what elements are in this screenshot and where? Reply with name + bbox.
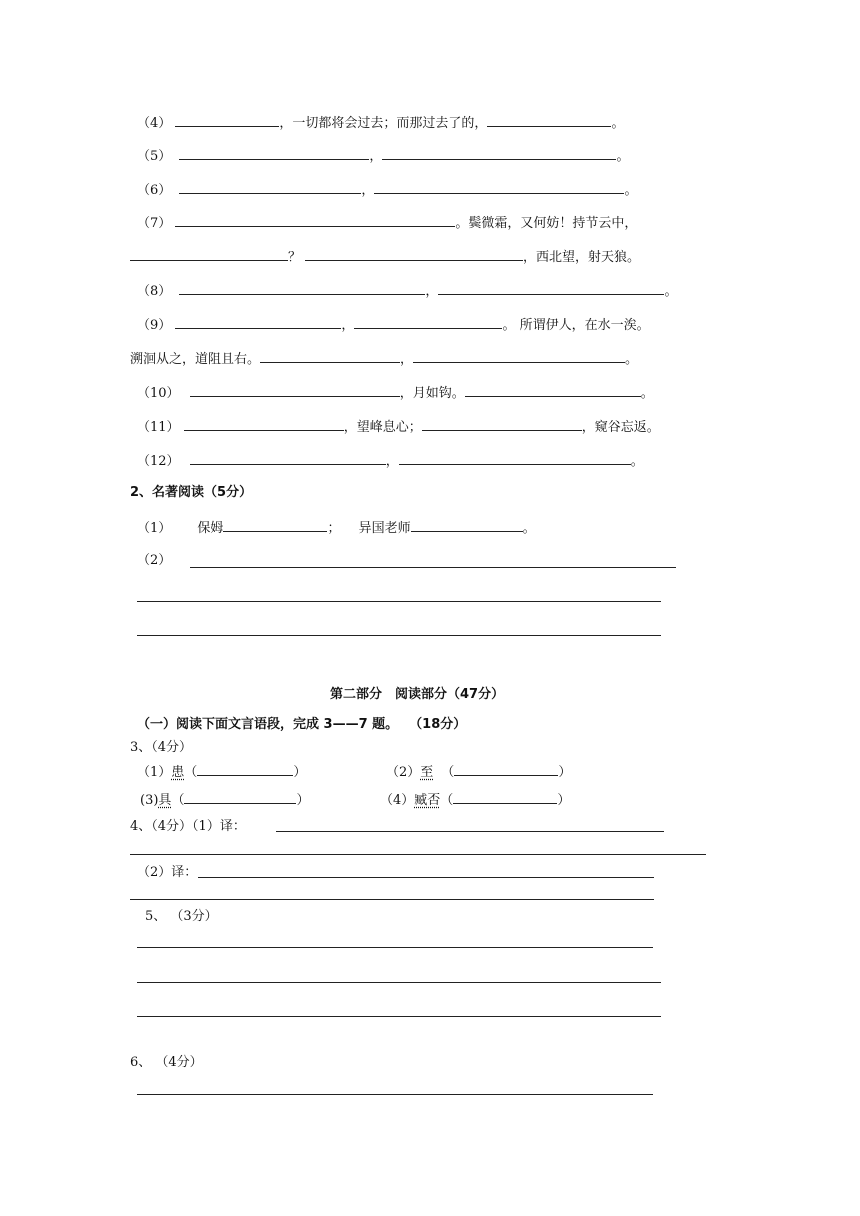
answer-blank[interactable] <box>184 417 344 431</box>
answer-blank[interactable] <box>399 451 631 465</box>
punctuation: ， <box>425 284 439 299</box>
question-6-row <box>137 180 637 200</box>
punctuation: ？ <box>288 250 302 265</box>
answer-blank[interactable] <box>190 383 400 397</box>
paren: （ <box>171 793 185 808</box>
answer-line[interactable] <box>190 567 676 568</box>
poem-text: ，一切都将会过去；而那过去了的， <box>279 116 488 131</box>
item-number: （1） <box>137 765 172 780</box>
question-9-row <box>137 315 650 335</box>
punctuation: 。 <box>624 183 638 198</box>
question-number: （11） <box>137 420 180 435</box>
question-4-row <box>137 113 624 133</box>
paren: ） <box>293 765 307 780</box>
question-8-row <box>137 281 677 301</box>
word-item-3 <box>140 790 309 810</box>
target-word: 至 <box>420 765 434 780</box>
answer-blank[interactable] <box>411 518 523 532</box>
question-number: （5） <box>137 149 172 164</box>
question-9-row-2 <box>130 349 638 369</box>
punctuation: ， <box>361 183 375 198</box>
answer-line[interactable] <box>276 831 664 832</box>
paren: （ <box>441 765 455 780</box>
answer-blank[interactable] <box>175 113 279 127</box>
poem-text: ，窥谷忘返。 <box>581 420 660 435</box>
answer-line[interactable] <box>137 601 661 602</box>
poem-text: ，月如钩。 <box>399 386 465 401</box>
question-7-row-2 <box>130 247 640 267</box>
paren: ） <box>558 765 572 780</box>
target-word: 患 <box>171 765 185 780</box>
question-5-row <box>137 146 629 166</box>
answer-line[interactable] <box>137 1094 653 1095</box>
answer-blank[interactable] <box>413 349 625 363</box>
answer-blank[interactable] <box>197 762 293 776</box>
answer-blank[interactable] <box>179 180 361 194</box>
question-11-row <box>137 417 660 437</box>
question-7-row <box>137 213 637 233</box>
answer-blank[interactable] <box>465 383 641 397</box>
word-item-4 <box>380 790 570 810</box>
question-number: （4） <box>137 116 172 131</box>
item-number: （2） <box>386 765 421 780</box>
question-3-label: 3、（4分） <box>130 740 193 755</box>
answer-blank[interactable] <box>382 146 616 160</box>
punctuation: 。 <box>630 454 644 469</box>
target-word: 具 <box>158 793 172 808</box>
poem-text: 。 所谓伊人，在水一涘。 <box>502 318 650 333</box>
paren: （ <box>440 793 454 808</box>
punctuation: 。 <box>616 149 630 164</box>
poem-text: 。鬓微霜，又何妨！持节云中， <box>455 216 638 231</box>
question-6-label: 6、 （4分） <box>130 1055 203 1070</box>
paren: （ <box>184 765 198 780</box>
question-number: （8） <box>137 284 172 299</box>
question-5-label: 5、 （3分） <box>145 909 218 924</box>
answer-blank[interactable] <box>179 281 425 295</box>
punctuation: ； <box>327 521 341 536</box>
part-heading: 第二部分 阅读部分（47分） <box>330 687 505 702</box>
answer-line[interactable] <box>137 1016 661 1017</box>
answer-blank[interactable] <box>305 247 523 261</box>
answer-blank[interactable] <box>175 213 455 227</box>
answer-blank[interactable] <box>130 247 288 261</box>
punctuation: 。 <box>522 521 536 536</box>
question-10-row <box>137 383 654 403</box>
answer-blank[interactable] <box>175 315 341 329</box>
classic-reading-q2-label: （2） <box>137 553 172 568</box>
punctuation: ， <box>341 318 355 333</box>
punctuation: ， <box>369 149 383 164</box>
question-4-sub2-label: （2）译： <box>137 865 198 880</box>
punctuation: 。 <box>611 116 625 131</box>
answer-line[interactable] <box>137 635 661 636</box>
classic-reading-q1-row <box>137 518 536 538</box>
question-number: （1） <box>137 521 172 536</box>
question-number: （7） <box>137 216 172 231</box>
answer-blank[interactable] <box>223 518 327 532</box>
item-number: （4） <box>380 793 415 808</box>
question-number: （9） <box>137 318 172 333</box>
answer-blank[interactable] <box>422 417 582 431</box>
answer-line[interactable] <box>137 947 653 948</box>
sub-heading: （一）阅读下面文言语段，完成 3——7 题。 （18分） <box>137 717 467 732</box>
answer-blank[interactable] <box>438 281 664 295</box>
question-number: （6） <box>137 183 172 198</box>
answer-line[interactable] <box>130 854 706 855</box>
answer-blank[interactable] <box>179 146 369 160</box>
answer-blank[interactable] <box>487 113 611 127</box>
prompt-label: 异国老师 <box>358 521 411 536</box>
paren: ） <box>557 793 571 808</box>
word-item-1 <box>137 762 306 782</box>
question-number: （12） <box>137 454 180 469</box>
prompt-label: 保姆 <box>197 521 224 536</box>
punctuation: 。 <box>664 284 678 299</box>
question-4-translate-label: 4、（4分）（1）译： <box>130 819 246 834</box>
item-number: (3) <box>140 793 159 808</box>
answer-line[interactable] <box>198 877 654 878</box>
target-word: 臧否 <box>414 793 441 808</box>
poem-text: 溯洄从之，道阻且右。 <box>130 352 261 367</box>
poem-text: ，西北望，射天狼。 <box>523 250 641 265</box>
paren: ） <box>296 793 310 808</box>
answer-line[interactable] <box>137 982 661 983</box>
answer-blank[interactable] <box>454 762 558 776</box>
answer-blank[interactable] <box>354 315 502 329</box>
question-number: （10） <box>137 386 180 401</box>
punctuation: ， <box>385 454 399 469</box>
answer-blank[interactable] <box>374 180 624 194</box>
question-12-row <box>137 451 644 471</box>
punctuation: ， <box>400 352 414 367</box>
answer-blank[interactable] <box>453 790 557 804</box>
poem-text: ，望峰息心； <box>343 420 422 435</box>
answer-blank[interactable] <box>260 349 400 363</box>
word-item-2 <box>386 762 571 782</box>
answer-blank[interactable] <box>190 451 386 465</box>
punctuation: 。 <box>625 352 639 367</box>
punctuation: 。 <box>640 386 654 401</box>
answer-line[interactable] <box>130 899 654 900</box>
section-heading: 2、名著阅读（5分） <box>130 485 253 500</box>
answer-blank[interactable] <box>184 790 296 804</box>
